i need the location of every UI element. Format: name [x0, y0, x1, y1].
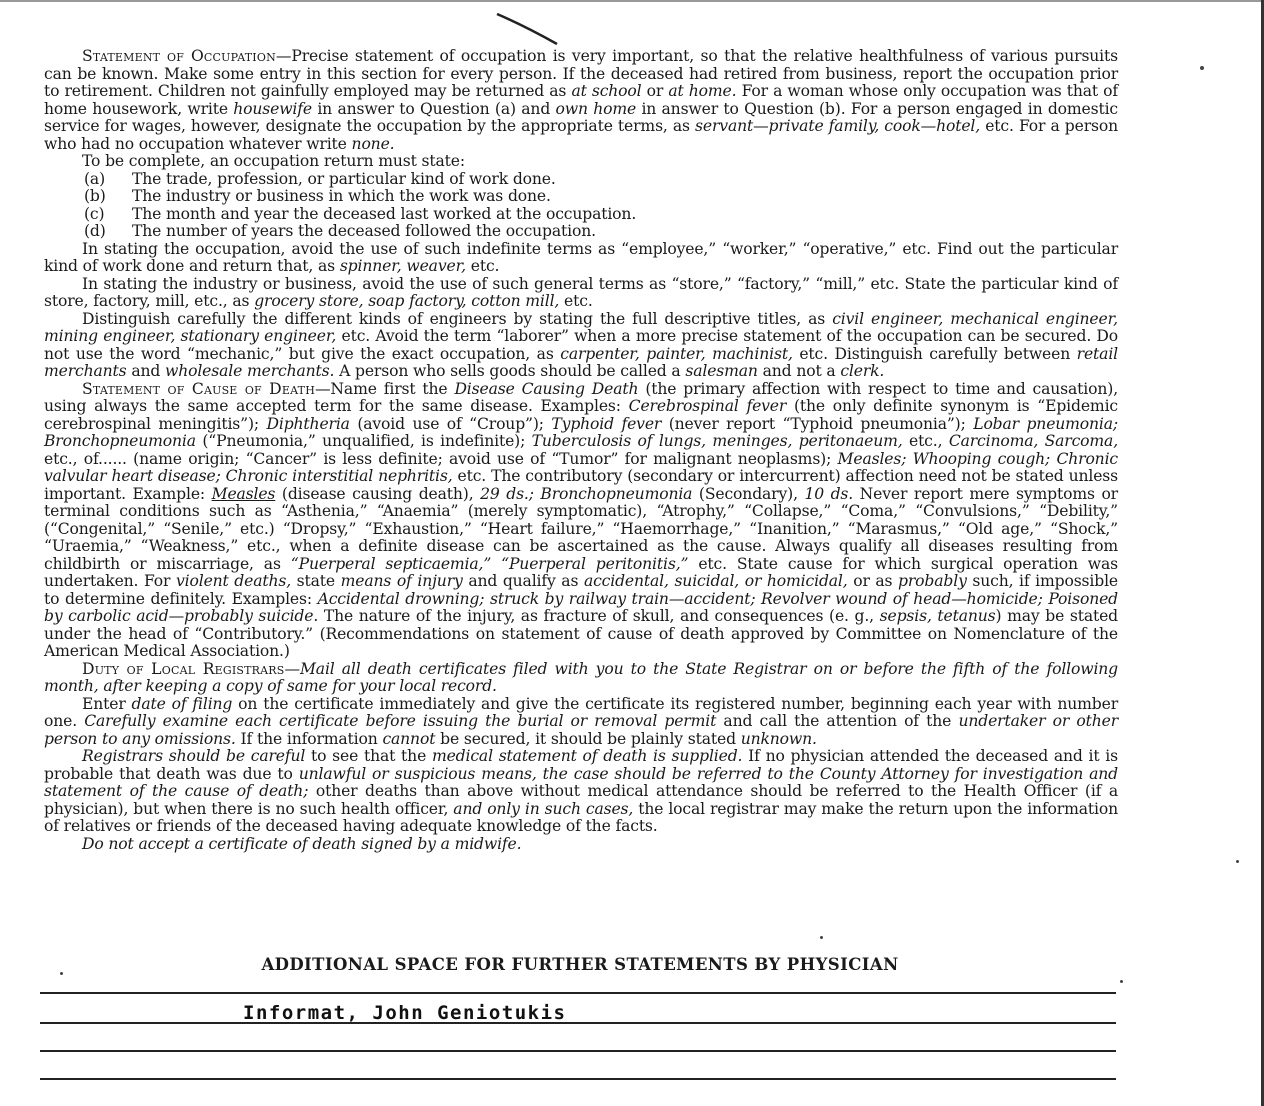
text: If no physician attended the deceased and it is probable that death was due to: [44, 747, 1118, 783]
text: If the information: [235, 729, 383, 748]
text: The nature of the injury, as fracture of skull, and consequences (e. g.,: [318, 607, 880, 625]
text: and only in such cases,: [453, 799, 634, 818]
text: (the primary affection with respect to time and causation), using always the same accepted term for the same disease. Examples:: [44, 379, 1118, 415]
scan-speck: [1236, 860, 1239, 863]
text: Measles; Whooping cough; Chronic valvular heart disease; Chronic interstitial nephritis,: [44, 449, 1118, 485]
instructions-text: [44, 48, 1118, 853]
text: at school: [571, 82, 642, 100]
additional-space-heading: ADDITIONAL SPACE FOR FURTHER STATEMENTS BY PHYSICIAN: [261, 955, 899, 974]
scan-speck: [1120, 980, 1123, 983]
text: on the certificate immediately and give the certificate its registered number, beginning each year with number one.: [44, 694, 1119, 730]
text: etc.: [465, 257, 500, 275]
text: unknown.: [740, 729, 817, 748]
list-item: [84, 206, 1118, 224]
text: spinner, weaver,: [339, 257, 466, 275]
text: medical statement of death is supplied.: [431, 747, 743, 765]
text: undertaker or other person to any omissions.: [44, 712, 1118, 748]
text: ) may be stated under the head of “Contributory.” (Recommendations on statement of cause of death approved by Committee on Nomenclature of the American Medical Association.): [44, 607, 1118, 660]
text: the local registrar may make the return upon the information of relatives or friends of the deceased having adequate knowledge of the facts.: [44, 799, 1118, 835]
text: —Name first the: [314, 379, 455, 398]
occupation-paragraph: [44, 48, 1118, 153]
text: etc. Distinguish carefully between: [792, 344, 1077, 363]
text: In stating the industry or business, avoid the use of such general terms as “store,” “factory,” “mill,” etc. State the particular kind of store, factory, mill, etc., as: [44, 274, 1118, 310]
scan-speck: [820, 936, 823, 939]
text: probably: [898, 572, 967, 590]
list-item: [84, 171, 1118, 189]
text: servant—private family, cook—hotel,: [695, 117, 981, 135]
text: other deaths than above without medical attendance should be referred to the Health Officer (if a physician), but when there is no such health officer,: [44, 782, 1118, 818]
text: or as: [847, 572, 899, 590]
page-top-edge: [0, 0, 1264, 2]
text: Enter: [82, 694, 132, 713]
text: state: [291, 572, 341, 590]
text: in answer to Question (a) and: [311, 99, 556, 118]
text: Distinguish carefully the different kinds of engineers by stating the full descriptive titles, as: [82, 309, 833, 328]
text: (disease causing death),: [275, 484, 481, 503]
text: civil engineer, mechanical engineer, mining engineer, stationary engineer,: [44, 309, 1118, 345]
text: none.: [351, 134, 395, 153]
registrars-label: Duty of Local Registrars: [82, 659, 285, 678]
text: (avoid use of “Croup”);: [349, 414, 552, 433]
registrars-duty-paragraph: [44, 661, 1118, 696]
text: (d): [84, 222, 106, 240]
text: date of filing: [131, 694, 233, 713]
text: —Mail all death certificates filed with you to the State Registrar on or before the fifth of the following month, after keeping a copy of same for your local record.: [44, 659, 1119, 695]
occupation-requirements-list: [84, 171, 1118, 241]
text: etc. State cause for which surgical operation was undertaken. For: [44, 554, 1119, 590]
text: own home: [555, 99, 637, 118]
text: (a): [84, 169, 106, 188]
text: The number of years the deceased followed the occupation.: [132, 222, 596, 240]
scan-speck: [1200, 66, 1204, 70]
informant-entry: Informat, John Geniotukis: [243, 1002, 567, 1024]
text: Typhoid fever: [551, 414, 662, 433]
text: clerk.: [840, 362, 885, 380]
text: (never report “Typhoid pneumonia”);: [661, 414, 974, 433]
text: salesman: [685, 362, 758, 380]
text: Never report mere symptoms or terminal conditions such as “Asthenia,” “Anaemia” (merely symptomatic), “Atrophy,” “Collapse,” “Coma,” “Convulsions,” “Debility,” (“Congenital,” “Senile,” etc.) “Dropsy,” “Exhaustion,” “Heart failure,” “Haemorrhage,” “Inanition,” “Marasmus,” “Old age,” “Shock,” “Uraemia,” “Weakness,” etc., when a definite disease can be ascertained as the cause. Always qualify all diseases resulting from childbirth or miscarriage, as: [44, 484, 1118, 573]
registrars-filing-paragraph: [44, 696, 1118, 749]
text: (the only definite synonym is “Epidemic cerebrospinal meningitis”);: [44, 397, 1118, 433]
cause-of-death-paragraph: [44, 381, 1118, 661]
text: In stating the occupation, avoid the use of such indefinite terms as “employee,” “worker,” “operative,” etc. Find out the particular kind of work done and return that, as: [44, 239, 1118, 275]
occupation-engineers: [44, 311, 1118, 381]
text: such, if impossible to determine definitely. Examples:: [44, 572, 1118, 608]
text: “Puerperal septicaemia,” “Puerperal peritonitis,”: [290, 554, 689, 573]
text: in answer to Question (b). For a person engaged in domestic service for wages, however, designate the occupation by the appropriate terms, as: [44, 99, 1118, 135]
text: grocery store, soap factory, cotton mill,: [254, 292, 560, 310]
text: and not a: [757, 362, 841, 380]
ruled-line: [40, 1022, 1116, 1024]
text: wholesale merchants.: [165, 362, 335, 380]
ruled-line: [40, 1050, 1116, 1052]
text: (“Pneumonia,” unqualified, is indefinite);: [195, 432, 532, 450]
text: Do not accept a certificate of death signed by a midwife.: [82, 834, 522, 853]
list-item: [84, 188, 1118, 206]
text: retail merchants: [44, 344, 1118, 380]
occupation-label: Statement of Occupation: [82, 47, 276, 65]
text: Carcinoma, Sarcoma,: [948, 432, 1119, 450]
list-item: [84, 223, 1118, 241]
text: Disease Causing Death: [454, 379, 639, 398]
text: Registrars should be careful: [82, 747, 306, 765]
text: etc. Avoid the term “laborer” when a more precise statement of the occupation can be secured. Do not use the word “mechanic,” but give the exact occupation, as: [44, 327, 1118, 363]
text: etc., of...... (name origin; “Cancer” is less definite; avoid use of “Tumor” for malignant neoplasms);: [44, 449, 838, 468]
text: Carefully examine each certificate before issuing the burial or removal permit: [84, 712, 717, 730]
occupation-indefinite-terms: [44, 241, 1118, 276]
text: etc.: [559, 292, 593, 310]
occupation-industry: [44, 276, 1118, 311]
text: etc. For a person who had no occupation whatever write: [44, 117, 1118, 153]
text: —Precise statement of occupation is very important, so that the relative healthfulness of various pursuits can be known. Make some entry in this section for every person. If the deceased had retired from business, report the occupation prior to retirement. Children not gainfully employed may be returned as: [44, 47, 1118, 100]
text: to see that the: [305, 747, 432, 765]
text: or: [641, 82, 669, 100]
text: Lobar pneumonia; Bronchopneumonia: [44, 414, 1119, 450]
midwife-note: [44, 836, 1118, 854]
text: For a woman whose only occupation was that of home housework, write: [44, 82, 1119, 118]
text: means of injury: [340, 572, 463, 590]
text: Cerebrospinal fever: [628, 397, 787, 415]
text: (c): [84, 204, 105, 223]
text: sepsis, tetanus: [879, 607, 996, 625]
text: 29 ds.; Bronchopneumonia: [480, 484, 693, 503]
ruled-line: [40, 1078, 1116, 1080]
text: cannot: [382, 729, 436, 748]
occupation-complete-intro: To be complete, an occupation return must state:: [82, 152, 465, 170]
text: Accidental drowning; struck by railway train—accident; Revolver wound of head—homicide; Poisoned by carbolic acid—probably suicide.: [44, 589, 1119, 625]
pen-stroke-mark: [495, 10, 565, 50]
scan-speck: [60, 972, 63, 975]
registrars-careful-paragraph: [44, 748, 1118, 836]
text: 10 ds.: [804, 484, 854, 503]
text: etc. The contributory (secondary or intercurrent) affection need not be stated unless important. Example:: [44, 467, 1119, 503]
text: be secured, it should be plainly stated: [435, 729, 741, 748]
text: and call the attention of the: [716, 712, 959, 730]
text: housewife: [233, 99, 312, 118]
text: (b): [84, 187, 106, 205]
text: at home.: [668, 82, 737, 100]
text: Diphtheria: [266, 414, 350, 433]
text: Tuberculosis of lungs, meninges, peritonaeum,: [531, 432, 903, 450]
cause-of-death-label: Statement of Cause of Death: [82, 379, 315, 398]
text: The trade, profession, or particular kind of work done.: [132, 169, 556, 188]
text: and qualify as: [462, 572, 584, 590]
text: (Secondary),: [692, 484, 805, 503]
text: carpenter, painter, machinist,: [560, 344, 793, 363]
text: unlawful or suspicious means, the case should be referred to the County Attorney for investigation and statement of the cause of death;: [44, 764, 1119, 800]
ruled-line: [40, 992, 1116, 994]
text: etc.,: [902, 432, 949, 450]
text: The month and year the deceased last worked at the occupation.: [132, 204, 637, 223]
text: A person who sells goods should be called a: [334, 362, 686, 380]
text: accidental, suicidal, or homicidal,: [583, 572, 848, 590]
text: The industry or business in which the work was done.: [132, 187, 551, 205]
text: Measles: [211, 484, 276, 503]
text: violent deaths,: [176, 572, 292, 590]
text: and: [126, 362, 166, 380]
